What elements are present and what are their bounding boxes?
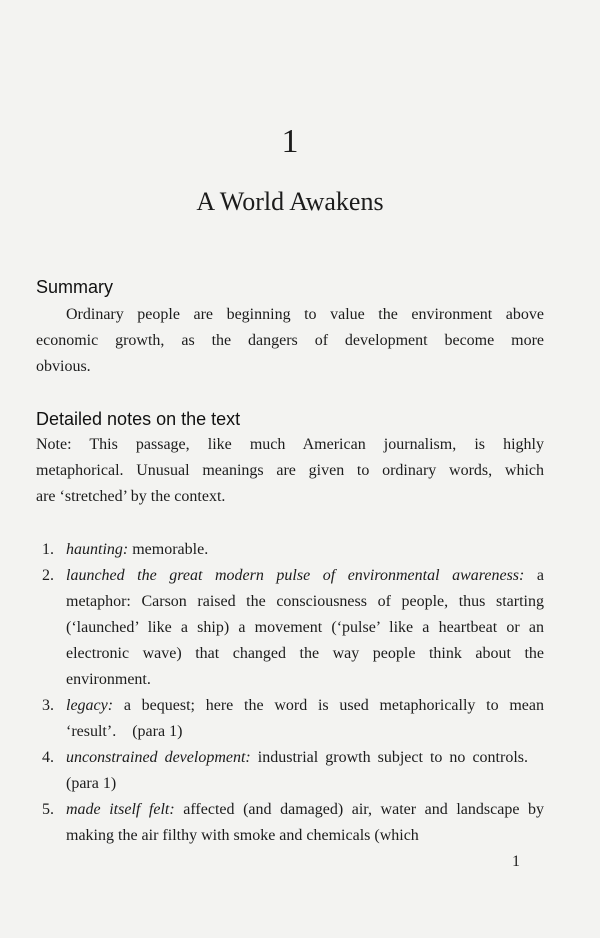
note-term: launched the great modern pulse of environmental awareness: bbox=[66, 567, 525, 584]
page-number: 1 bbox=[512, 853, 520, 870]
note-term: unconstrained development: bbox=[66, 749, 251, 766]
summary-line: obvious. bbox=[36, 358, 91, 375]
notes-intro bbox=[36, 432, 544, 510]
note-item bbox=[36, 537, 544, 563]
summary-heading: Summary bbox=[36, 277, 114, 297]
notes-heading: Detailed notes on the text bbox=[36, 409, 241, 429]
note-number: 2. bbox=[42, 567, 54, 584]
note-item bbox=[36, 563, 544, 693]
note-item bbox=[36, 745, 544, 797]
chapter-number: 1 bbox=[281, 123, 299, 160]
summary-line: Ordinary people are beginning to value the environment above bbox=[66, 306, 544, 323]
summary-paragraph bbox=[36, 302, 544, 380]
note-term: haunting: bbox=[66, 541, 129, 558]
note-number: 3. bbox=[42, 697, 54, 714]
note-number: 5. bbox=[42, 801, 54, 818]
note-text: a metaphor: Carson raised the consciousness of people, thus starting (‘launched’ like a ship) a movement (‘pulse’ like a heartbeat or an electronic wave) that changed the way people think about the environment. bbox=[66, 567, 544, 688]
note-text: affected (and damaged) air, water and landscape by making the air filthy with smoke and chemicals (which bbox=[66, 801, 545, 844]
notes-intro-line: are ‘stretched’ by the context. bbox=[36, 488, 226, 505]
note-item bbox=[36, 693, 544, 745]
chapter-title: A World Awakens bbox=[196, 187, 384, 216]
note-term: made itself felt: bbox=[66, 801, 175, 818]
note-number: 4. bbox=[42, 749, 54, 766]
note-text: industrial growth subject to no controls. (para 1) bbox=[66, 749, 545, 792]
summary-line: economic growth, as the dangers of development become more bbox=[36, 332, 544, 349]
note-item bbox=[36, 797, 544, 849]
note-term: legacy: bbox=[66, 697, 114, 714]
note-text: memorable. bbox=[128, 541, 209, 558]
notes-intro-line: Note: This passage, like much American journalism, is highly bbox=[36, 436, 544, 453]
notes-intro-line: metaphorical. Unusual meanings are given to ordinary words, which bbox=[36, 462, 544, 479]
note-number: 1. bbox=[42, 541, 54, 558]
note-text: a bequest; here the word is used metaphorically to mean ‘result’. (para 1) bbox=[66, 697, 544, 740]
notes-list bbox=[36, 537, 544, 849]
